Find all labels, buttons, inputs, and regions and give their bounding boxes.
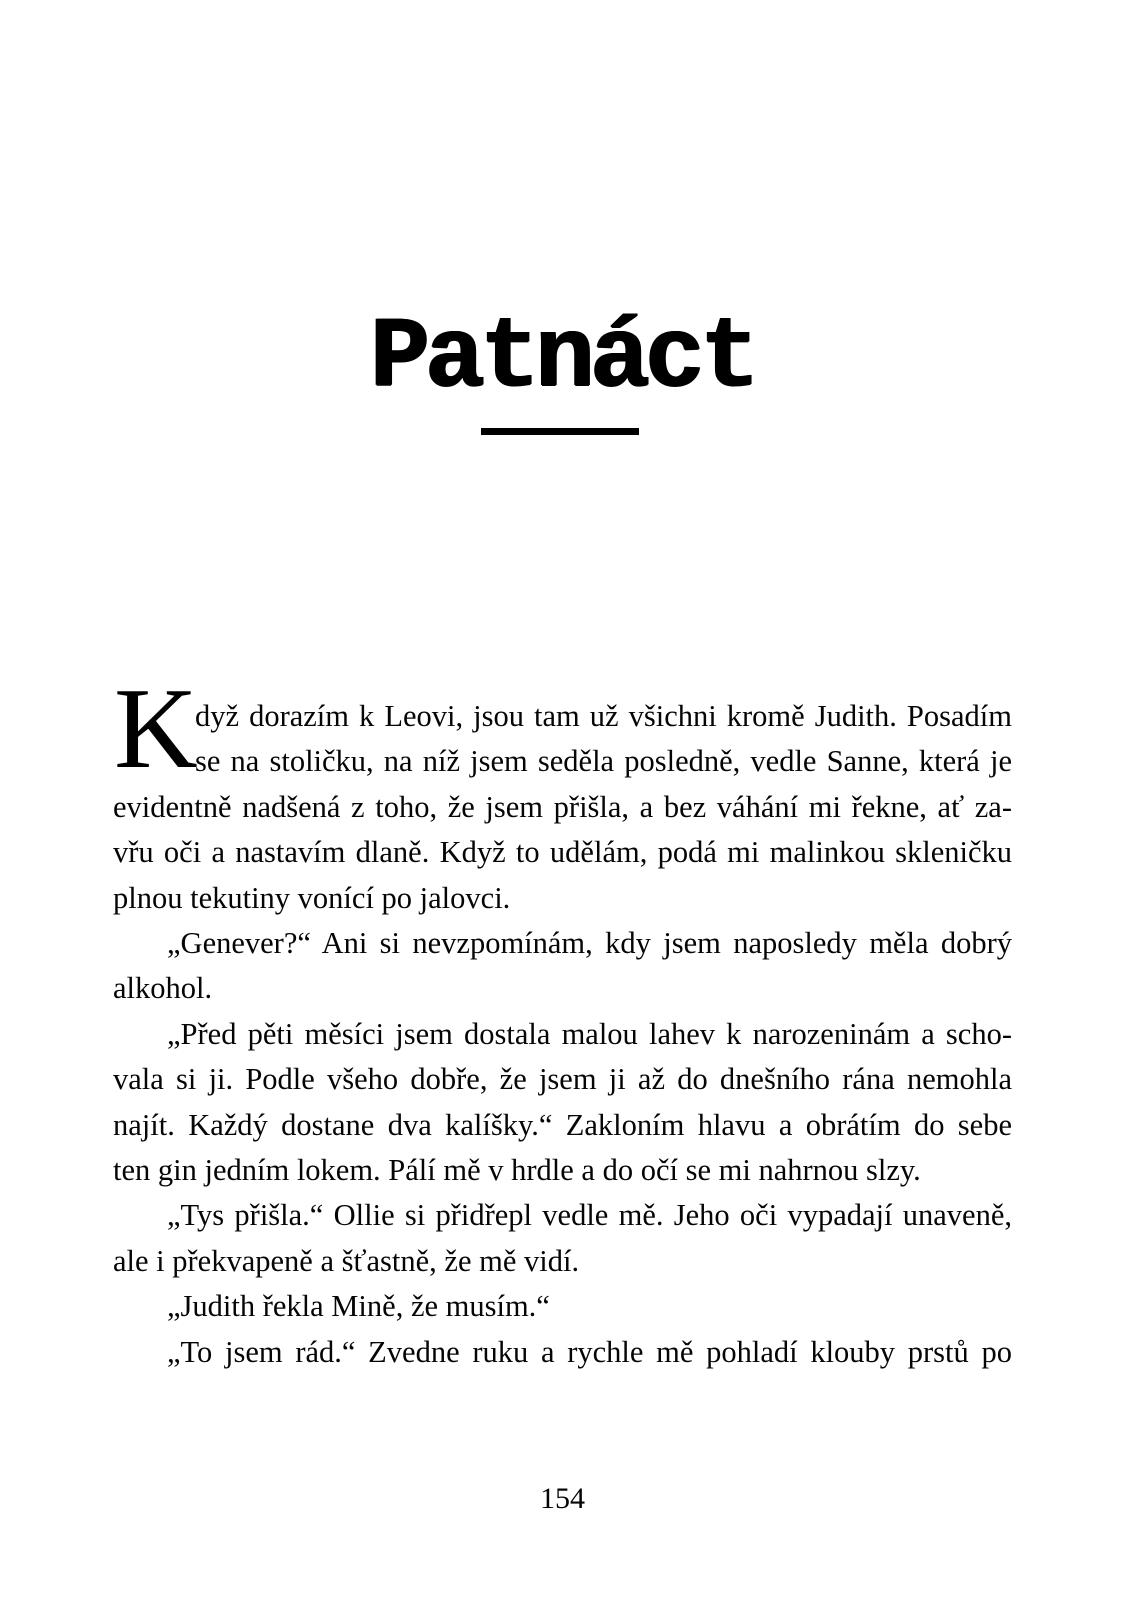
text-line: evidentně nadšená z toho, že jsem přišla, a bez váhání mi řekne, ať za- <box>113 789 1012 824</box>
text-line: plnou tekutiny vonící po jalovci. <box>113 880 511 915</box>
text-line: vala si ji. Podle všeho dobře, že jsem ji až do dnešního rána nemohla <box>113 1062 1012 1097</box>
text-line: alkohol. <box>113 971 213 1006</box>
text-line: „Judith řekla Mině, že musím.“ <box>167 1289 550 1324</box>
text-line: „Před pěti měsíci jsem dostala malou lahev k narozeninám a scho- <box>167 1016 1012 1051</box>
body-text <box>113 665 1012 1375</box>
text-lines <box>113 694 1012 1375</box>
chapter-title: Patnáct <box>369 303 756 416</box>
text-line: najít. Každý dostane dva kalíšky.“ Zakloním hlavu a obrátím do sebe <box>113 1107 1012 1142</box>
page-number: 154 <box>540 1482 585 1515</box>
text-line: dyž dorazím k Leovi, jsou tam už všichni kromě Judith. Posadím <box>195 699 1012 733</box>
text-line: „Tys přišla.“ Ollie si přidřepl vedle mě. Jeho oči vypadají unaveně, <box>167 1198 1012 1233</box>
text-line: se na stoličku, na níž jsem seděla posledně, vedle Sanne, která je <box>195 744 1012 779</box>
text-line: „To jsem rád.“ Zvedne ruku a rychle mě pohladí klouby prstů po <box>167 1334 1012 1369</box>
text-line: ale i překvapeně a šťastně, že mě vidí. <box>113 1243 580 1278</box>
text-line: ten gin jedním lokem. Pálí mě v hrdle a do očí se mi nahrnou slzy. <box>113 1153 921 1188</box>
chapter-title-rule <box>481 428 639 435</box>
drop-cap: K <box>114 665 198 793</box>
text-line: „Genever?“ Ani si nevzpomínám, kdy jsem naposledy měla dobrý <box>167 926 1012 961</box>
text-line: vřu oči a nastavím dlaně. Když to udělám, podá mi malinkou skleničku <box>113 835 1012 870</box>
